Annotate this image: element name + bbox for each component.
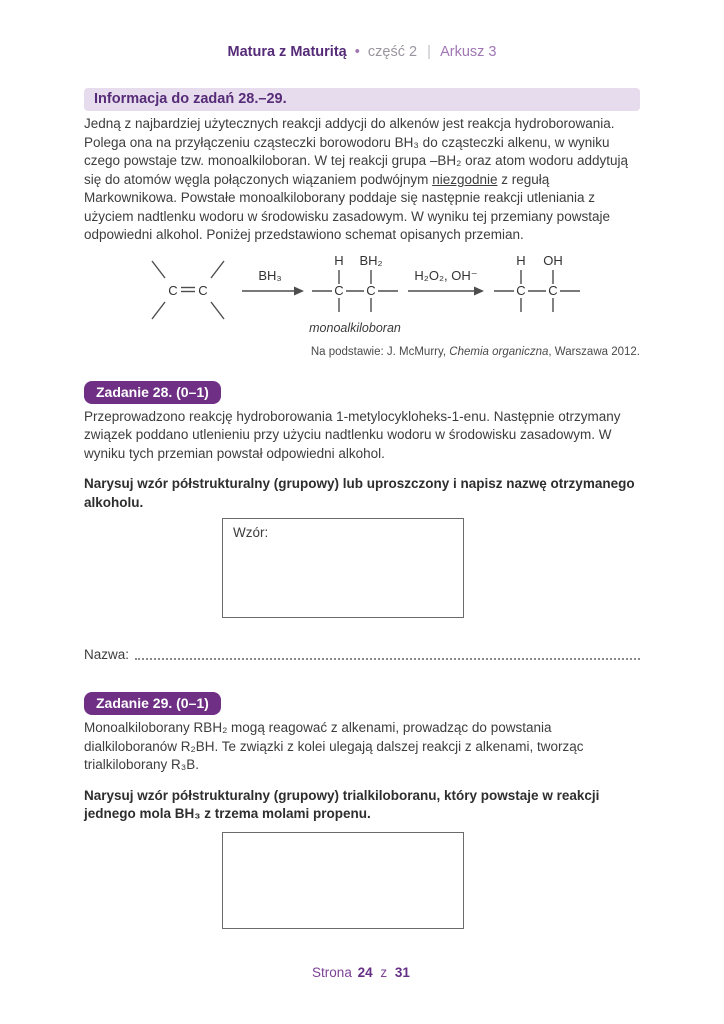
footer-page-number: 24: [357, 964, 373, 980]
carbon-label: C: [334, 282, 344, 298]
task28-name-answer-line: [84, 648, 640, 662]
info-text-underlined: niezgodnie: [432, 171, 498, 187]
info-text-before: Jedną z najbardziej użytecznych reakcji addycji do alkenów jest reakcja hydroborowania. Polega ona na przyłączeniu cząsteczki borowodoru BH₃ do cząsteczki alkenu, w wyniku czego powstaje tzw. monoalkiloboran. W tej reakcji grupa –BH₂ oraz atom wodoru addytują się do atomów węgla połączonych wiązaniem podwójnym: [84, 116, 629, 187]
carbon-label: C: [516, 282, 526, 298]
monoalkiloboran-structure: [309, 253, 401, 335]
citation-book-title: Chemia organiczna: [449, 345, 549, 358]
bh2-label: BH₂: [359, 252, 383, 268]
arrow2-reagent-label: H₂O₂, OH⁻: [414, 267, 478, 283]
info-banner: [84, 88, 640, 111]
citation-prefix: Na podstawie: J. McMurry,: [310, 345, 450, 358]
task29-badge: Zadanie 29. (0–1): [84, 692, 221, 715]
footer-of-word: z: [380, 964, 388, 980]
page-footer: [0, 965, 724, 980]
info-paragraph: [84, 115, 640, 245]
separator-bar: |: [427, 44, 431, 60]
hydroxyl-label: OH: [543, 252, 563, 268]
hydrogen-label: H: [334, 252, 344, 268]
carbon-label: C: [548, 282, 558, 298]
task28-badge: Zadanie 28. (0–1): [84, 381, 221, 404]
footer-page-word: Strona: [312, 964, 352, 980]
hydrogen-label: H: [516, 252, 526, 268]
alcohol-structure: [494, 253, 580, 312]
task28-instruction: Narysuj wzór półstrukturalny (grupowy) lub uproszczony i napisz nazwę otrzymanego alkoholu.: [84, 476, 635, 510]
carbon-label: C: [366, 282, 376, 298]
carbon-label: C: [198, 282, 208, 298]
header-part-label: część 2: [367, 44, 418, 60]
source-citation: [84, 345, 640, 359]
carbon-label: C: [168, 282, 178, 298]
reaction-scheme-diagram: [146, 251, 596, 343]
task28-formula-answer-box: [222, 518, 464, 618]
separator-dot: •: [354, 44, 360, 60]
arrow1-reagent-label: BH₃: [258, 267, 282, 283]
citation-suffix: , Warszawa 2012.: [548, 345, 640, 358]
task29-body: Monoalkiloborany RBH₂ mogą reagować z alkenami, prowadząc do powstania dialkiloboranów R₂BH. Te związki z kolei ulegają dalszej reakcji z alkenami, tworząc trialkiloborany R₃B.: [84, 720, 584, 772]
info-text-after: z regułą Markownikowa. Powstałe monoalkiloborany poddaje się następnie reakcji utleniania z użyciem nadtlenku wodoru w środowisku zasadowym. W wyniku tej przemiany powstaje odpowiedni alkohol. Poniżej przedstawiono schemat opisanych przemian.: [84, 171, 610, 242]
formula-box-label: Wzór:: [233, 525, 269, 540]
alkene-structure: [152, 261, 224, 319]
reaction-arrow-1: [242, 268, 304, 296]
task29-formula-answer-box: [222, 832, 464, 929]
intermediate-name-label: monoalkiloboran: [309, 320, 401, 335]
task29-instruction: Narysuj wzór półstrukturalny (grupowy) trialkiloboranu, który powstaje w reakcji jednego mola BH₃ z trzema molami propenu.: [84, 787, 600, 821]
page-header: [0, 0, 724, 61]
brand-title: Matura z Maturitą: [227, 44, 347, 60]
footer-total-pages: 31: [394, 964, 410, 980]
info-banner-title: Informacja do zadań 28.–29.: [94, 91, 287, 107]
header-sheet-label: Arkusz 3: [440, 44, 497, 60]
task28-body: Przeprowadzono reakcję hydroborowania 1-metylocykloheks-1-enu. Następnie otrzymany związek poddano utlenieniu przy użyciu nadtlenku wodoru w środowisku zasadowym. W wyniku tych przemian powstał odpowiedni alkohol.: [84, 408, 621, 461]
page-content: [84, 88, 640, 929]
name-label: Nazwa:: [84, 647, 130, 662]
dotted-answer-line: [135, 657, 640, 660]
reaction-arrow-2: [408, 268, 484, 296]
